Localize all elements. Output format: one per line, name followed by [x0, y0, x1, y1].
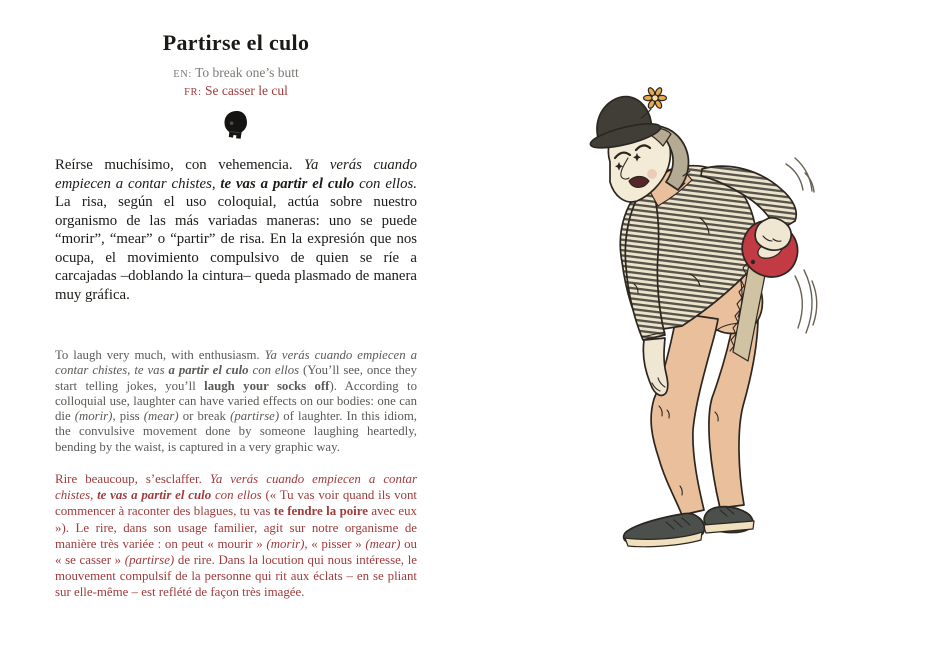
head	[581, 87, 692, 206]
fr-text: Se casser le cul	[205, 82, 288, 98]
skull-divider	[55, 110, 417, 142]
french-translation-line	[55, 83, 417, 101]
cheek-blush	[647, 169, 657, 179]
entry-title: Partirse el culo	[162, 30, 310, 55]
fr-label: FR:	[184, 86, 202, 98]
clown-sawing-butt-illustration	[552, 78, 892, 578]
hand-gripping-saw	[755, 218, 791, 250]
definition-spanish: Reírse muchísimo, con vehemencia. Ya verás cuando empiecen a contar chistes, te vas a partir el culo con ellos. La risa, según el uso coloquial, actúa sobre nuestro organismo de las más variadas maneras: uno se puede “morir”, “mear” o “partir” de risa. En la expresión que nos ocupa, el movimiento compulsivo de quien se ríe a carcajadas –doblando la cintura– queda plasmado de manera muy gráfica.	[55, 157, 418, 303]
en-label: EN:	[173, 69, 192, 80]
en-text: To break one’s butt	[195, 65, 299, 80]
skull-icon	[223, 110, 249, 140]
definition-english: To laugh very much, with enthusiasm. Ya verás cuando empiecen a contar chistes, te vas a partir el culo con ellos (You’ll see, once they start telling jokes, you’ll laugh your socks off). According to colloquial use, laughter can have varied effects on our bodies: one can die (morir), piss (mear) or break (partirse) of laughter. In this idiom, the convulsive movement done by someone laughing heartedly, bending by the waist, is captured in a very graphic way.	[55, 348, 418, 454]
entry-header	[55, 30, 417, 142]
definition-french: Rire beaucoup, s’esclaffer. Ya verás cuando empiecen a contar chistes, te vas a partir el culo con ellos (« Tu vas voir quand ils vont commencer à raconter des blagues, tu vas te fendre la poire avec eux »). Le rire, dans son usage familier, agit sur notre organisme de manière très variée : on peut « mourir » (morir), « pisser » (mear) ou « se casser » (partirse) de rire. Dans la locution qui nous intéresse, le mouvement compulsif de la personne qui rit aux éclats – en se pliant sur elle-même – est reflété de façon très imagée.	[55, 472, 417, 600]
english-translation-line	[55, 65, 417, 83]
